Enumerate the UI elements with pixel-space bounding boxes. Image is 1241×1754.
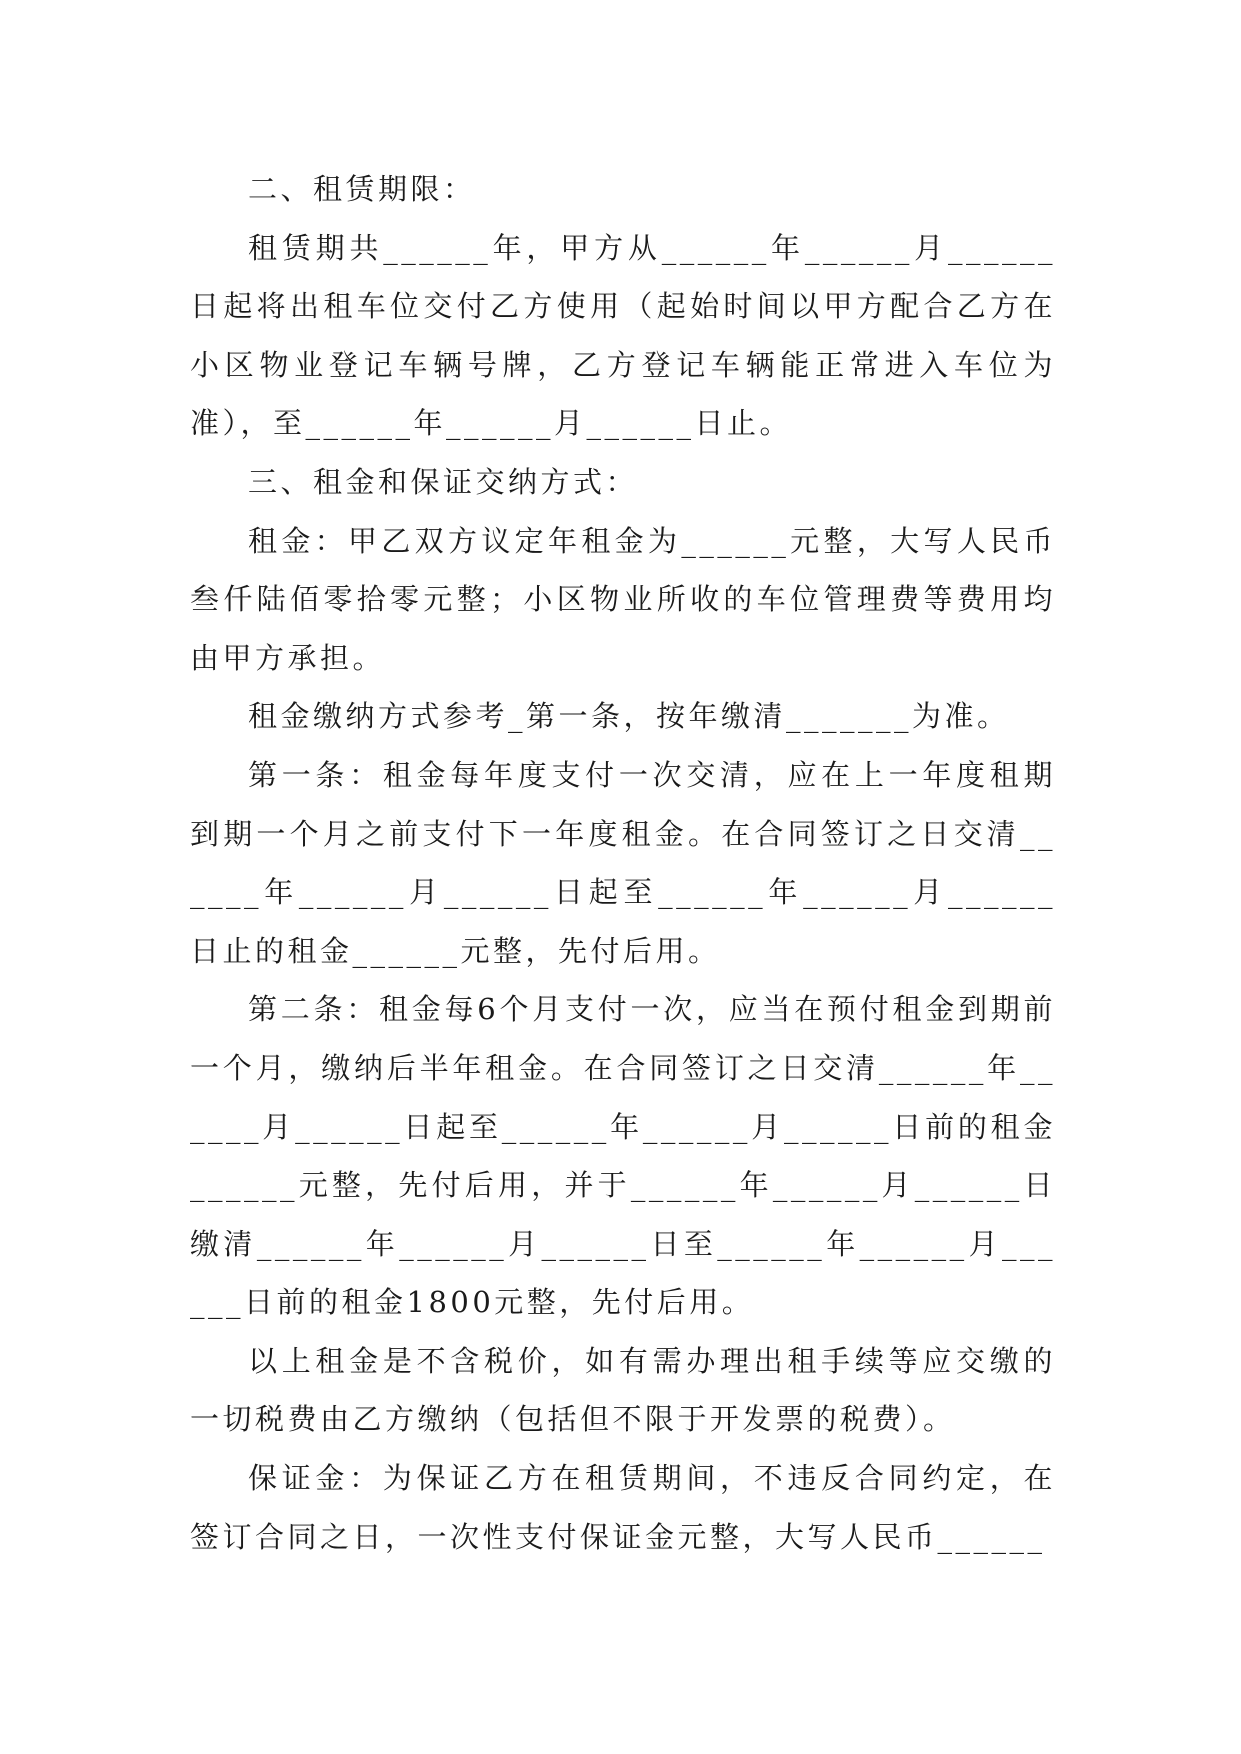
paragraph-tax-note: 以上租金是不含税价，如有需办理出租手续等应交缴的一切税费由乙方缴纳（包括但不限于开发票的税费）。 — [190, 1343, 1056, 1437]
paragraph-rent-amount: 租金：甲乙双方议定年租金为______元整，大写人民币叁仟陆佰零拾零元整；小区物业所收的车位管理费等费用均由甲方承担。 — [190, 523, 1056, 675]
paragraph-clause-one: 第一条：租金每年度支付一次交清，应在上一年度租期到期一个月之前支付下一年度租金。在合同签订之日交清______年______月______日起至______年______月______日止的租金______元整，先付后用。 — [190, 757, 1056, 968]
document-body — [190, 160, 1056, 1566]
paragraph-deposit: 保证金：为保证乙方在租赁期间，不违反合同约定，在签订合同之日，一次性支付保证金元整，大写人民币______ — [190, 1461, 1056, 1554]
paragraph-lease-term: 租赁期共______年，甲方从______年______月______日起将出租车位交付乙方使用（起始时间以甲方配合乙方在小区物业登记车辆号牌，乙方登记车辆能正常进入车位为准），至______年______月______日止。 — [190, 230, 1056, 441]
paragraph-clause-two: 第二条：租金每6个月支付一次，应当在预付租金到期前一个月，缴纳后半年租金。在合同签订之日交清______年______月______日起至______年______月______日前的租金______元整，先付后用，并于______年______月______日缴清______年______月______日至______年______月______日前的租金1800元整，先付后用。 — [190, 992, 1056, 1320]
paragraph-payment-method: 租金缴纳方式参考_第一条，按年缴清_______为准。 — [248, 699, 1010, 734]
section-heading-lease-term: 二、租赁期限： — [248, 172, 476, 206]
section-heading-rent-deposit: 三、租金和保证交纳方式： — [248, 464, 639, 499]
